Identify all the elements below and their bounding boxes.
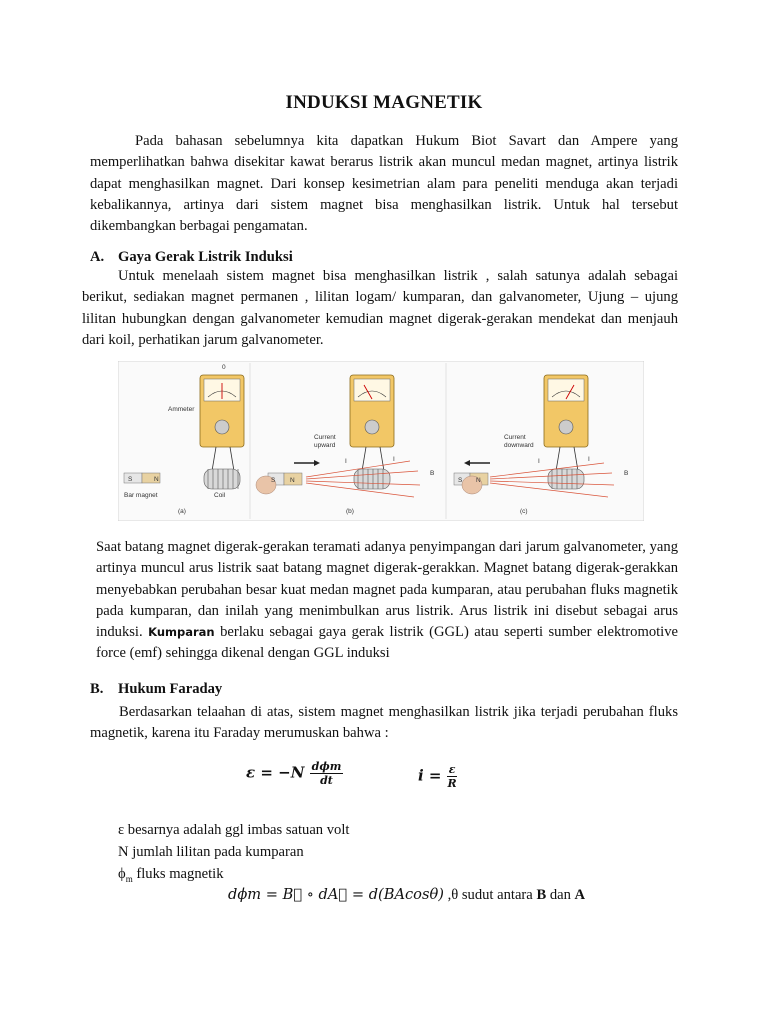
page-title: INDUKSI MAGNETIK xyxy=(285,92,483,113)
label-bar-magnet: Bar magnet xyxy=(124,492,158,499)
emf-lhs: ε = −N xyxy=(246,763,305,782)
label-current-downward-1: Current xyxy=(504,434,526,441)
section-b-title: Hukum Faraday xyxy=(118,681,223,697)
caption-a: (a) xyxy=(178,508,186,515)
emf-fraction xyxy=(310,760,344,787)
current-fraction xyxy=(447,763,458,790)
phi-subscript: m xyxy=(125,873,133,884)
label-s-b: S xyxy=(271,477,276,484)
phi-text: fluks magnetik xyxy=(132,866,224,882)
flux-note-b: B xyxy=(536,887,547,903)
section-b-paragraph: Berdasarkan telaahan di atas, sistem magnet menghasilkan listrik jika terjadi perubahan fluks magnetik, karena itu Faraday merumuskan bahwa : xyxy=(90,704,678,742)
emf-numerator: dϕm xyxy=(311,760,342,773)
label-coil: Coil xyxy=(214,492,226,499)
definition-phi xyxy=(118,864,224,890)
label-b-b: B xyxy=(430,470,435,477)
label-i-c1: I xyxy=(538,458,540,465)
coil-c xyxy=(548,469,584,489)
induction-figure xyxy=(118,361,644,521)
current-lhs: i = xyxy=(418,766,442,785)
label-i-c2: I xyxy=(588,456,590,463)
paragraph-induction xyxy=(96,537,678,665)
faraday-equation xyxy=(246,760,343,787)
label-s-c: S xyxy=(458,477,463,484)
label-current-upward-1: Current xyxy=(314,434,336,441)
current-equation xyxy=(418,763,457,790)
section-b-heading xyxy=(90,681,222,698)
intro-paragraph: Pada bahasan sebelumnya kita dapatkan Hukum Biot Savart dan Ampere yang memperlihatkan bahwa disekitar kawat berarus listrik akan muncul medan magnet, artinya listrik dapat menghasilkan magnet. Dari konsep kesimetrian alam para peneliti menduga akan terjadi kebalikannya, artinya dari sistem magnet bisa menghasilkan listrik. Untuk hal tersebut dikembangkan berbagai pengamatan. xyxy=(90,133,678,235)
definition-n: N jumlah lilitan pada kumparan xyxy=(118,844,304,860)
flux-equation xyxy=(228,886,585,904)
flux-note-a: A xyxy=(574,887,586,903)
section-a-label: A. xyxy=(90,249,105,265)
paragraph-induction-part2: berlaku sebagai gaya gerak listrik (GGL) atau seperti sumber elektromotive force (emf) sehingga dikenal dengan GGL induksi xyxy=(96,624,678,662)
flux-note-pre: ,θ sudut antara xyxy=(443,887,537,903)
label-n-c: N xyxy=(476,477,481,484)
section-a-paragraph: Untuk menelaah sistem magnet bisa menghasilkan listrik , salah satunya adalah sebagai berikut, sediakan magnet permanen , lilitan logam/ kumparan, dan galvanometer, Ujung – ujung lilitan hubungkan dengan galvanometer kemudian magnet digerak-gerakan mendekat dan menjauh dari koil, perhatikan jarum galvanometer. xyxy=(82,268,678,348)
coil-a xyxy=(204,469,240,489)
current-numerator: ε xyxy=(448,763,456,776)
current-denominator: R xyxy=(447,777,457,790)
label-ammeter: Ammeter xyxy=(168,406,195,413)
section-b-label: B. xyxy=(90,681,104,697)
label-zero: 0 xyxy=(222,364,226,371)
magnet-a-s xyxy=(124,473,142,483)
phi-symbol: ϕ xyxy=(118,866,126,882)
flux-note-dan: dan xyxy=(546,887,575,903)
label-current-downward-2: downward xyxy=(504,442,534,449)
label-s-a: S xyxy=(128,476,133,483)
label-b-c: B xyxy=(624,470,629,477)
caption-c: (c) xyxy=(520,508,528,515)
caption-b: (b) xyxy=(346,508,354,515)
label-n-a: N xyxy=(154,476,159,483)
definition-epsilon: ε besarnya adalah ggl imbas satuan volt xyxy=(118,822,350,838)
label-current-upward-2: upward xyxy=(314,442,336,449)
emf-denominator: dt xyxy=(320,774,333,787)
coil-b xyxy=(354,469,390,489)
label-i-b1: I xyxy=(345,458,347,465)
section-a-title: Gaya Gerak Listrik Induksi xyxy=(118,249,293,265)
label-n-b: N xyxy=(290,477,295,484)
label-i-b2: I xyxy=(393,456,395,463)
paragraph-induction-part1: Saat batang magnet digerak-gerakan teramati adanya penyimpangan dari jarum galvanometer, yang artinya muncul arus listrik saat batang magnet digerak-gerakkan. Magnet batang digerak-gerakkan menyebabkan perubahan besar kuat medan magnet pada kumparan, atau perubahan fluks magnetik pada kumparan, dan inilah yang menimbulkan arus listrik. Arus listrik ini disebut sebagai arus induksi. xyxy=(96,539,678,641)
kumparan-word: Kumparan xyxy=(148,625,215,640)
section-a-heading xyxy=(90,249,293,266)
flux-expression: dϕm = B⃗ ∘ dA⃗ = d(BAcosθ) xyxy=(228,886,444,903)
